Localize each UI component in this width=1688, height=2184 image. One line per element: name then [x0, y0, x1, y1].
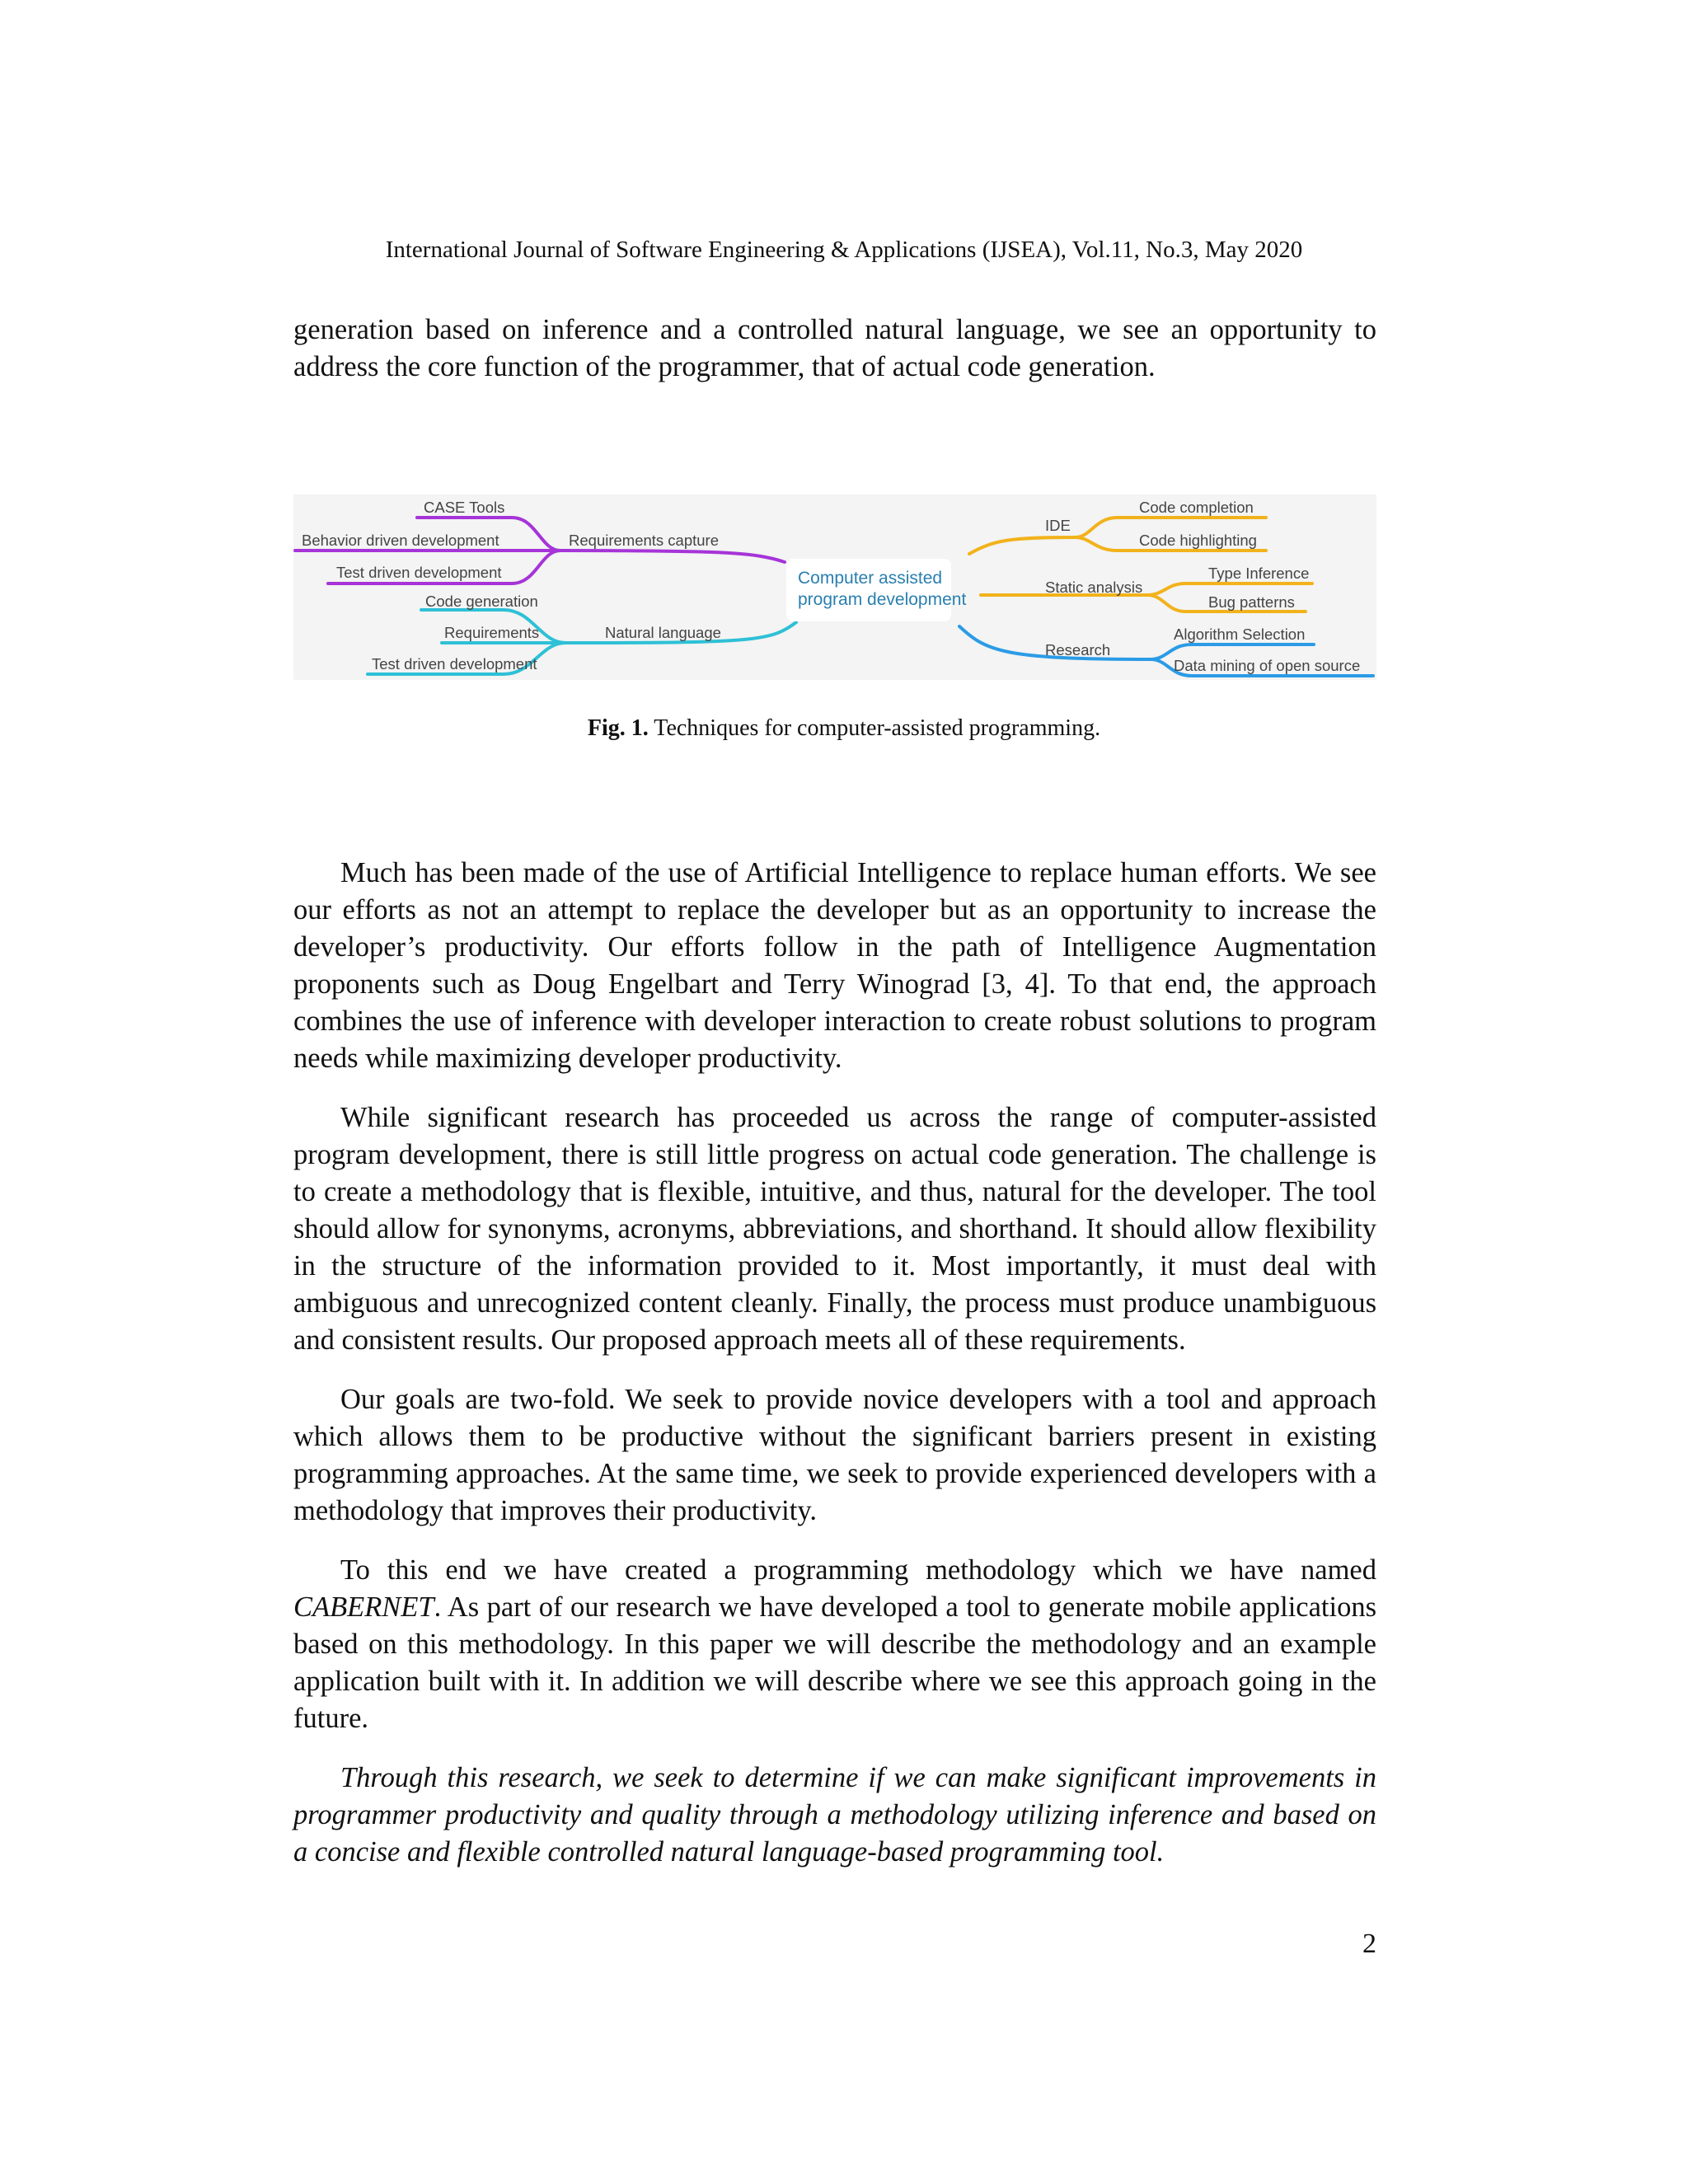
paragraph-5-research-question: Through this research, we seek to determine if we can make significant improvements in programmer productivity and quality through a methodology utilizing inference and based on a concise and flexible controlled natural language-based programming tool.	[293, 1762, 1376, 1868]
node-behavior-driven-development: Behavior driven development	[302, 532, 499, 549]
mindmap-diagram	[293, 494, 1376, 680]
node-code-highlighting: Code highlighting	[1139, 532, 1257, 549]
node-type-inference: Type Inference	[1208, 565, 1310, 582]
intro-paragraph	[293, 312, 1376, 386]
node-test-driven-development-1: Test driven development	[336, 564, 502, 581]
node-requirements: Requirements	[444, 624, 540, 641]
node-test-driven-development-2: Test driven development	[372, 655, 537, 673]
caption-label: Fig. 1.	[587, 715, 649, 741]
node-code-completion: Code completion	[1139, 499, 1254, 516]
center-node-line-1: Computer assisted	[798, 569, 943, 588]
node-bug-patterns: Bug patterns	[1208, 593, 1295, 611]
body-text	[293, 855, 1376, 1871]
node-requirements-capture: Requirements capture	[569, 532, 720, 549]
paragraph-1: Much has been made of the use of Artificial Intelligence to replace human efforts. We see our efforts as not an attempt to replace the developer but as an opportunity to increase the developer’s productivity. Our efforts follow in the path of Intelligence Augmentation proponents such as Doug Engelbart and Terry Winograd [3, 4]. To that end, the approach combines the use of inference with developer interaction to create robust solutions to program needs while maximizing developer productivity.	[293, 857, 1376, 1074]
node-case-tools: CASE Tools	[424, 499, 505, 516]
page-number: 2	[1362, 1929, 1376, 1959]
center-node-line-2: program development	[798, 590, 967, 609]
paragraph-4-end: . As part of our research we have developed a tool to generate mobile applications based on this methodology. In this paper we will describe the methodology and an example application built with it. In addition we will describe where we see this approach going in the future.	[293, 1591, 1376, 1734]
node-data-mining-open-source: Data mining of open source	[1174, 657, 1361, 674]
running-head: International Journal of Software Engineering & Applications (IJSEA), Vol.11, No.3, May 2020	[385, 237, 1303, 263]
node-ide: IDE	[1045, 517, 1071, 534]
node-code-generation: Code generation	[425, 593, 538, 610]
node-natural-language: Natural language	[605, 624, 721, 641]
node-research: Research	[1045, 641, 1111, 658]
figure-mindmap	[293, 494, 1376, 680]
paragraph-3: Our goals are two-fold. We seek to provide novice developers with a tool and approach which allows them to be productive without the significant barriers present in existing programming approaches. At the same time, we seek to provide experienced developers with a methodology that improves their productivity.	[293, 1384, 1376, 1526]
methodology-name: CABERNET	[293, 1591, 434, 1623]
caption-text: Techniques for computer-assisted programming.	[648, 715, 1101, 741]
paragraph-4-start: To this end we have created a programming methodology which we have named	[340, 1554, 1376, 1586]
paragraph-2: While significant research has proceeded us across the range of computer-assisted program development, there is still little progress on actual code generation. The challenge is to create a methodology that is flexible, intuitive, and thus, natural for the developer. The tool should allow for synonyms, acronyms, abbreviations, and shorthand. It should allow flexibility in the structure of the information provided to it. Most importantly, it must deal with ambiguous and unrecognized content cleanly. Finally, the process must produce unambiguous and consistent results. Our proposed approach meets all of these requirements.	[293, 1102, 1376, 1356]
node-static-analysis: Static analysis	[1045, 579, 1143, 596]
intro-text: generation based on inference and a controlled natural language, we see an opportunity to address the core function of the programmer, that of actual code generation.	[293, 314, 1376, 382]
figure-caption	[0, 715, 1688, 742]
node-algorithm-selection: Algorithm Selection	[1174, 626, 1306, 643]
paragraph-4	[293, 1552, 1376, 1737]
